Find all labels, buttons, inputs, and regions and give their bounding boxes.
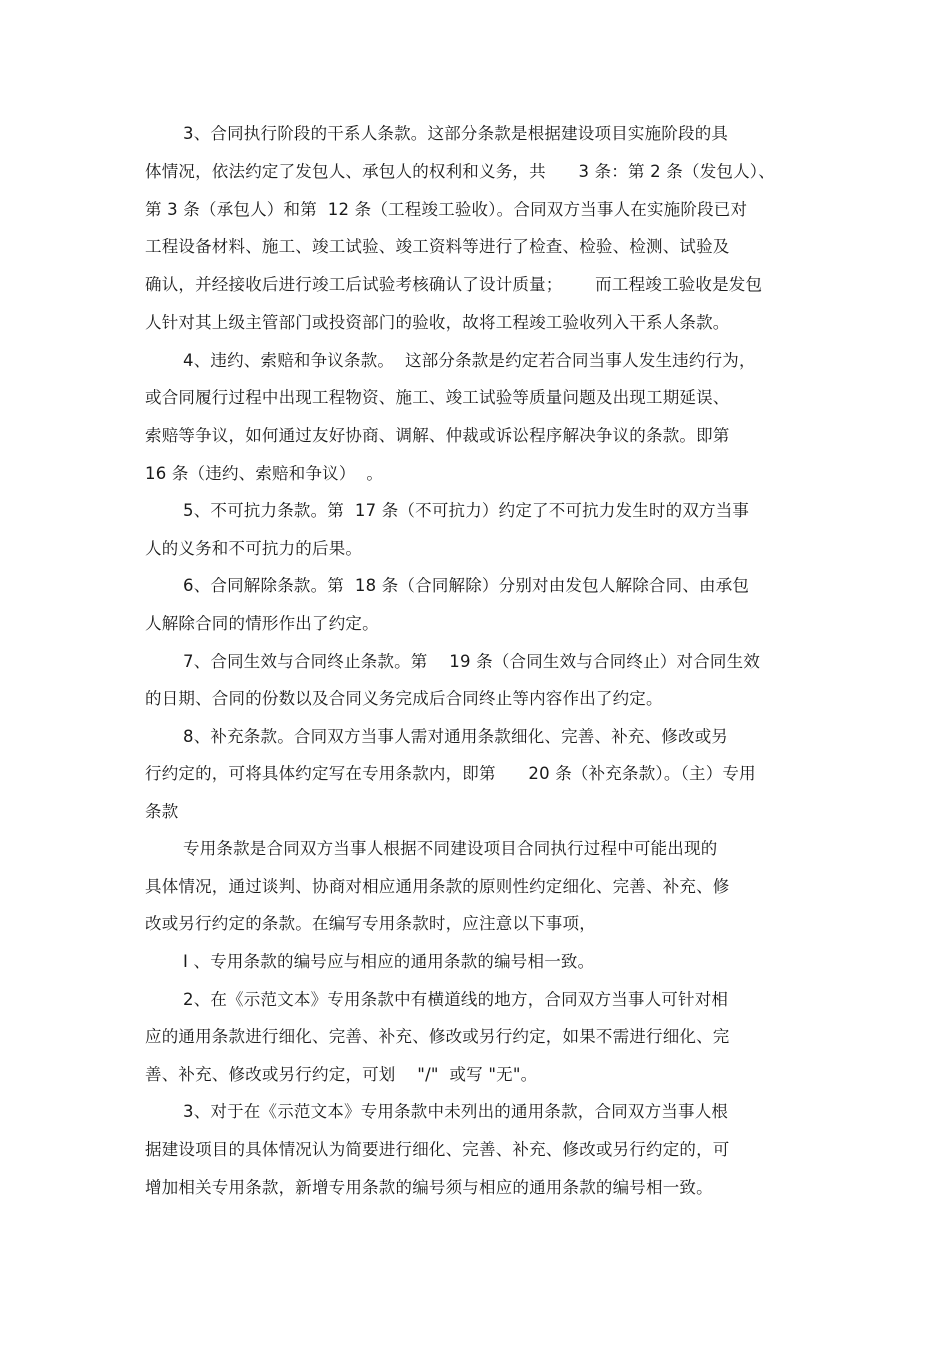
text-line: 改或另行约定的条款。在编写专用条款时，应注意以下事项， xyxy=(145,914,596,933)
text-line: 3、对于在《示范文本》专用条款中未列出的通用条款，合同双方当事人根 xyxy=(183,1102,729,1121)
text-line: 人的义务和不可抗力的后果。 xyxy=(145,539,363,558)
text-line: 行约定的，可将具体约定写在专用条款内，即第 20 条（补充条款）。（主）专用 xyxy=(145,764,756,783)
text-line: 8、补充条款。合同双方当事人需对通用条款细化、完善、补充、修改或另 xyxy=(183,727,729,746)
text-line: 16 条（违约、索赔和争议） 。 xyxy=(145,464,384,483)
text-line: 条款 xyxy=(145,802,179,821)
text-line: 2、在《示范文本》专用条款中有横道线的地方，合同双方当事人可针对相 xyxy=(183,990,729,1009)
text-line: 第 3 条（承包人）和第 12 条（工程竣工验收）。合同双方当事人在实施阶段已对 xyxy=(145,200,748,219)
text-line: 确认，并经接收后进行竣工后试验考核确认了设计质量； 而工程竣工验收是发包 xyxy=(145,275,763,294)
text-line: 具体情况，通过谈判、协商对相应通用条款的原则性约定细化、完善、补充、修 xyxy=(145,877,730,896)
text-line: 工程设备材料、施工、竣工试验、竣工资料等进行了检查、检验、检测、试验及 xyxy=(145,237,730,256)
text-line: 6、合同解除条款。第 18 条（合同解除）分别对由发包人解除合同、由承包 xyxy=(183,576,750,595)
text-line: 增加相关专用条款，新增专用条款的编号须与相应的通用条款的编号相一致。 xyxy=(145,1178,713,1197)
text-line: 或合同履行过程中出现工程物资、施工、竣工试验等质量问题及出现工期延误、 xyxy=(145,388,730,407)
text-line: 体情况，依法约定了发包人、承包人的权利和义务，共 3 条：第 2 条（发包人）、 xyxy=(145,162,775,181)
text-line: I 、专用条款的编号应与相应的通用条款的编号相一致。 xyxy=(183,952,595,971)
text-line: 人解除合同的情形作出了约定。 xyxy=(145,614,379,633)
text-line: 据建设项目的具体情况认为简要进行细化、完善、补充、修改或另行约定的，可 xyxy=(145,1140,730,1159)
text-line: 3、合同执行阶段的干系人条款。这部分条款是根据建设项目实施阶段的具 xyxy=(183,124,729,143)
text-line: 专用条款是合同双方当事人根据不同建设项目合同执行过程中可能出现的 xyxy=(183,839,718,858)
text-line: 索赔等争议，如何通过友好协商、调解、仲裁或诉讼程序解决争议的条款。即第 xyxy=(145,426,730,445)
text-line: 人针对其上级主管部门或投资部门的验收，故将工程竣工验收列入干系人条款。 xyxy=(145,313,730,332)
text-line: 4、违约、索赔和争议条款。 这部分条款是约定若合同当事人发生违约行为， xyxy=(183,351,756,370)
text-line: 7、合同生效与合同终止条款。第 19 条（合同生效与合同终止）对合同生效 xyxy=(183,652,761,671)
text-line: 的日期、合同的份数以及合同义务完成后合同终止等内容作出了约定。 xyxy=(145,689,663,708)
text-line: 善、补充、修改或另行约定，可划 "/" 或写 "无"。 xyxy=(145,1065,538,1084)
text-line: 应的通用条款进行细化、完善、补充、修改或另行约定，如果不需进行细化、完 xyxy=(145,1027,730,1046)
text-line: 5、不可抗力条款。第 17 条（不可抗力）约定了不可抗力发生时的双方当事 xyxy=(183,501,750,520)
